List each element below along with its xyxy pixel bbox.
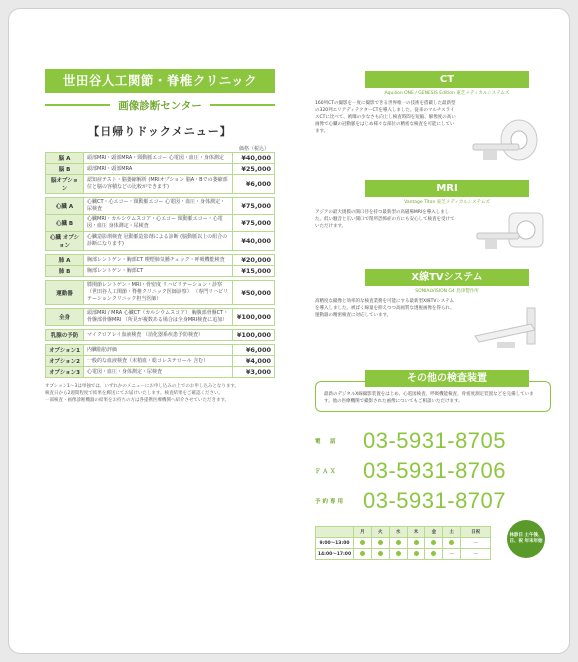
phone-number[interactable]: 03-5931-8705: [363, 428, 507, 453]
schedule-day: 土: [443, 527, 461, 538]
schedule-day: 金: [425, 527, 443, 538]
clinic-name: 世田谷人工関節・脊椎クリニック: [45, 69, 275, 93]
open-mark: [425, 549, 443, 560]
section-subtitle: Vantage Titan 東芝メディカルシステムズ: [404, 200, 490, 205]
open-dot-icon: [396, 551, 401, 556]
holiday-badge: 休診日 土午後、日、祝 年末年始: [507, 520, 545, 558]
schedule-time: 14:00～17:00: [316, 549, 354, 560]
menu-row: [46, 356, 275, 367]
menu-description: 心臓CT・心エコー・頸動脈エコー 心電図・血圧・身体測定・尿検査: [84, 198, 233, 215]
contact-reservation: [315, 486, 551, 516]
schedule-time: 9:00～13:00: [316, 538, 354, 549]
menu-description: 心電図・血圧・身体測定・尿検査: [84, 367, 233, 378]
ct-scanner-image: [469, 118, 551, 162]
section-title: MRI: [365, 180, 529, 197]
note-line: 一部検査・画像診断機器の結果をお持ちの方は各提携医療機関へ紹介させていただきます。: [45, 398, 230, 403]
xray-system-image: [469, 306, 551, 350]
open-mark: [389, 549, 407, 560]
menu-price: ¥75,000: [233, 198, 275, 215]
section-xray: [315, 269, 551, 364]
mri-scanner-image: [469, 209, 551, 253]
menu-name: 運動器: [46, 281, 84, 305]
menu-name: 乳腺の予防: [46, 330, 84, 341]
menu-notes: [45, 383, 275, 404]
menu-price: ¥100,000: [233, 330, 275, 341]
open-dot-icon: [378, 551, 383, 556]
section-text: 高精度な撮像と効率的な検査業務を可能にする最新型X線TVシステムを導入しました。被ばく線量を抑えつつ高画質な透視画像を得られ、運動器の精密検査に対応しています。: [315, 299, 455, 318]
divider-right: [210, 104, 275, 106]
section-text: 最新のデジタルX線撮影装置をはじめ、心電図検査、呼吸機能検査、骨密度測定装置などを完備しています。他の医療機関で撮影された画像についてもご相談いただけます。: [315, 381, 551, 412]
menu-name: 脳 B: [46, 164, 84, 175]
schedule-row: [316, 538, 491, 549]
menu-description: 心臓MRI・カルシウムスコア・心エコー 頸動脈エコー・心電図・血圧 身体測定・尿検査: [84, 215, 233, 232]
open-mark: [371, 538, 389, 549]
menu-description: 頭部MRI / MRA 心臓CT（カルシウムスコア） 胸腹部骨盤CT・骨盤部骨盤MRI （所見が複数ある場合は全身MRI検査に追加）: [84, 309, 233, 326]
menu-name: 肺 B: [46, 266, 84, 277]
fax-number: 03-5931-8706: [363, 458, 507, 483]
menu-description: マイクロアレイ血液検査 （消化器系疾患予防検査）: [84, 330, 233, 341]
section-text: 160列CTの撮影を一度に撮影できる世界唯一の技術を搭載した最新型の320列エリアディテクターCTを導入しました。従来のマルチスライスCTに比べて、被曝の少なさも向上し検査時間を短縮、解像度の高い画像で心臓の冠動脈をはじめ様々な部位の精密な検査を可能にしています。: [315, 101, 456, 134]
menu-description: 一般的な血液検査（末梢血・総コレステロール 含む）: [84, 356, 233, 367]
equipment-column: [315, 71, 551, 560]
center-name: 画像診断センター: [118, 99, 202, 112]
menu-price: ¥40,000: [233, 232, 275, 251]
closed-mark: ―: [461, 538, 491, 549]
brochure-card: [8, 8, 570, 654]
menu-row: [46, 281, 275, 305]
menu-price: ¥4,000: [233, 356, 275, 367]
menu-name: 脳 A: [46, 153, 84, 164]
schedule-block: [315, 526, 551, 560]
menu-description: 心臓造影剤検査 冠動脈造影剤による診断 (脳動脈以上の組合の診断になります): [84, 232, 233, 251]
open-mark: [354, 549, 372, 560]
dock-menu-table: [45, 152, 275, 378]
contact-label: 予約専用: [315, 499, 346, 505]
open-mark: [354, 538, 372, 549]
menu-row: [46, 255, 275, 266]
menu-name: 心臓 A: [46, 198, 84, 215]
open-mark: [443, 538, 461, 549]
menu-row: [46, 367, 275, 378]
schedule-day: 木: [407, 527, 425, 538]
menu-price: ¥15,000: [233, 266, 275, 277]
menu-column: [45, 69, 275, 404]
menu-name: オプション2: [46, 356, 84, 367]
menu-name: 全身: [46, 309, 84, 326]
section-ct: [315, 71, 551, 172]
section-title: その他の検査装置: [365, 370, 529, 387]
menu-price: ¥20,000: [233, 255, 275, 266]
menu-row: [46, 266, 275, 277]
menu-price: ¥25,000: [233, 164, 275, 175]
menu-description: 膝関節レントゲン・MRI・骨密度 リハビリテーション・診察 （世田谷人工関節・脊椎クリニック医師診察） （専門リハビリテーションクリニック担当医師）: [84, 281, 233, 305]
menu-price: ¥6,000: [233, 175, 275, 194]
section-title: CT: [365, 71, 529, 88]
schedule-table: [315, 526, 491, 560]
price-header: 価格（税込）: [238, 146, 269, 152]
menu-price: ¥75,000: [233, 215, 275, 232]
open-dot-icon: [414, 551, 419, 556]
menu-price: ¥3,000: [233, 367, 275, 378]
schedule-day: 火: [371, 527, 389, 538]
menu-name: オプション3: [46, 367, 84, 378]
menu-price: ¥40,000: [233, 153, 275, 164]
menu-row: [46, 330, 275, 341]
menu-row: [46, 215, 275, 232]
menu-price: ¥100,000: [233, 309, 275, 326]
menu-name: 肺 A: [46, 255, 84, 266]
menu-description: 認知症テスト・脳萎縮解析 (MRIオプション 脳A・Bでの萎縮部位と脳の容積などの比較ができます): [84, 175, 233, 194]
menu-name: 心臓 オプション: [46, 232, 84, 251]
section-other: [315, 370, 551, 412]
menu-price: ¥50,000: [233, 281, 275, 305]
open-mark: [371, 549, 389, 560]
schedule-day: 日祝: [461, 527, 491, 538]
open-mark: [407, 549, 425, 560]
menu-row: [46, 232, 275, 251]
menu-row: [46, 153, 275, 164]
open-mark: [407, 538, 425, 549]
open-dot-icon: [449, 540, 454, 545]
contact-block: [315, 426, 551, 516]
menu-name: 心臓 B: [46, 215, 84, 232]
contact-fax: [315, 456, 551, 486]
section-text: アジアの最大規模の開口径を持つ最新型の高磁場MRIを導入しました。低い騒音と広い開口で閉所恐怖症の方にも安心して検査を受けていただけます。: [315, 210, 455, 229]
center-subtitle: [45, 98, 275, 112]
open-dot-icon: [378, 540, 383, 545]
menu-row: [46, 309, 275, 326]
note-line: 検査日から2週間程度で結果を郵送にてお届けいたします。検査結果をご確認ください。: [45, 391, 223, 396]
note-line: オプション1～3は単独では、いずれかのメニューにお申し込みの上でのお申し込みとなります。: [45, 384, 239, 389]
contact-label: 電 話: [315, 439, 338, 445]
open-mark: [389, 538, 407, 549]
menu-row: [46, 175, 275, 194]
contact-phone: [315, 426, 551, 456]
menu-row: [46, 198, 275, 215]
open-dot-icon: [360, 540, 365, 545]
menu-row: [46, 164, 275, 175]
open-dot-icon: [360, 551, 365, 556]
closed-mark: ―: [461, 549, 491, 560]
reservation-number[interactable]: 03-5931-8707: [363, 488, 507, 513]
open-mark: [425, 538, 443, 549]
menu-description: 胸部レントゲン・胸部CT: [84, 266, 233, 277]
menu-row: [46, 345, 275, 356]
menu-description: 頭部MRI・頭部MRA・頸動脈エコー 心電図・血圧・身体測定: [84, 153, 233, 164]
menu-title: 【日帰りドックメニュー】: [88, 125, 232, 138]
schedule-row: [316, 549, 491, 560]
open-dot-icon: [431, 540, 436, 545]
menu-name: オプション1: [46, 345, 84, 356]
menu-description: 胸部レントゲン・胸部CT 喫煙肺気腫チェック・呼吸機能検査: [84, 255, 233, 266]
section-mri: [315, 180, 551, 261]
open-dot-icon: [414, 540, 419, 545]
section-subtitle: SONIALVISION G4 島津製作所: [415, 289, 479, 294]
schedule-corner: [316, 527, 354, 538]
schedule-day: 水: [389, 527, 407, 538]
menu-name: 脳オプション: [46, 175, 84, 194]
menu-description: 内臓脂肪評価: [84, 345, 233, 356]
section-title: X線TVシステム: [365, 269, 529, 286]
schedule-day: 月: [354, 527, 372, 538]
section-subtitle: Aquilion ONE / GENESIS Edition 東芝メディカルシステムズ: [384, 91, 510, 96]
menu-price: ¥6,000: [233, 345, 275, 356]
open-dot-icon: [431, 551, 436, 556]
contact-label: ＦＡＸ: [315, 469, 338, 475]
open-dot-icon: [396, 540, 401, 545]
closed-mark: ―: [443, 549, 461, 560]
menu-description: 頭部MRI・頭部MRA: [84, 164, 233, 175]
divider-left: [45, 104, 110, 106]
